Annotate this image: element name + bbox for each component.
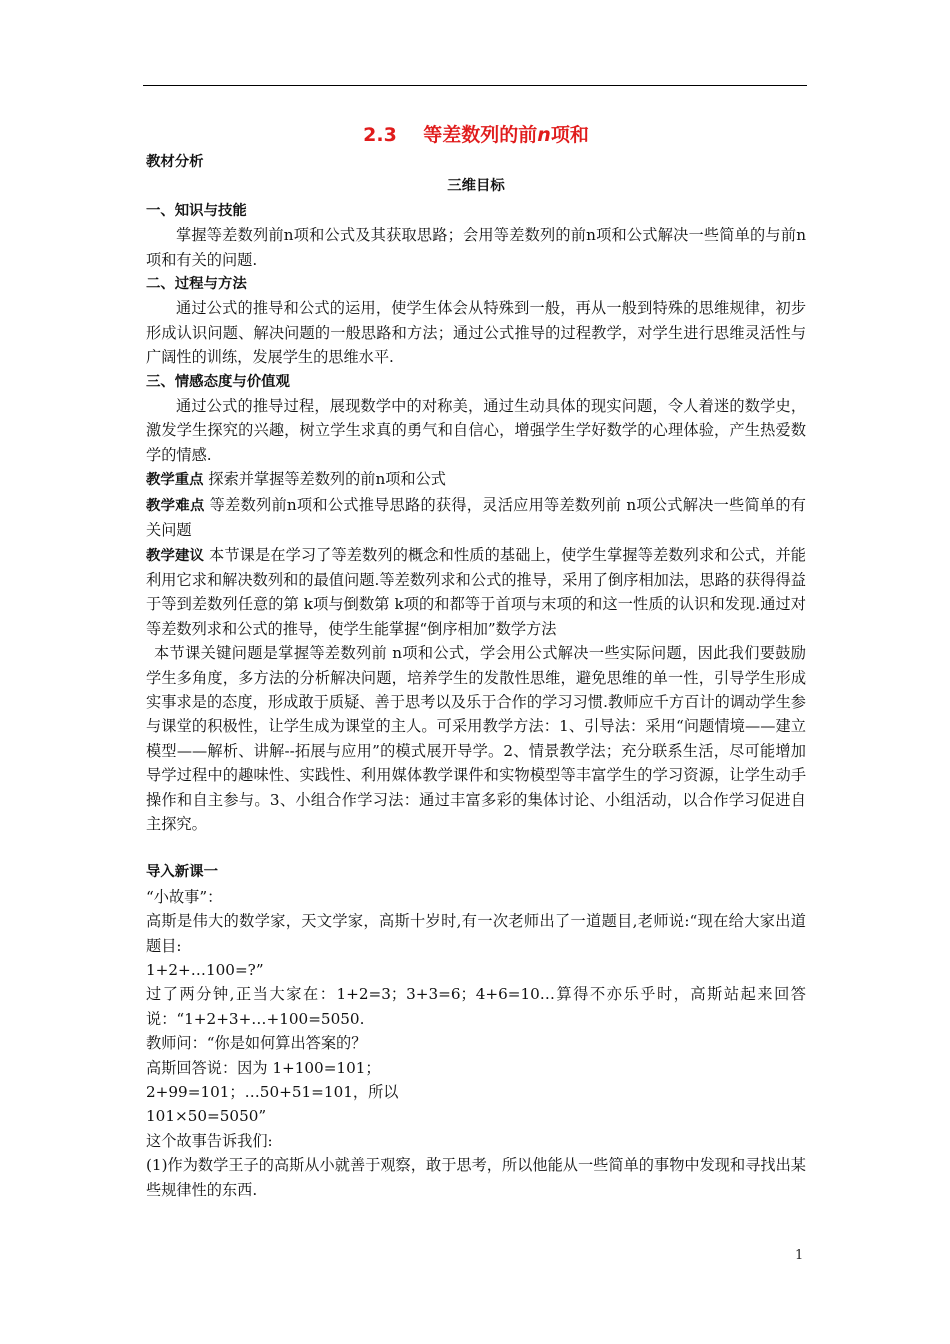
title-number: 2.3 — [363, 124, 397, 146]
three-goals-heading: 三维目标 — [447, 178, 505, 195]
key-point-text: 探索并掌握等差数列的前n项和公式 — [203, 470, 446, 489]
goal2-heading: 二、过程与方法 — [146, 276, 247, 293]
intro-line: 高斯是伟大的数学家，天文学家，高斯十岁时,有一次老师出了一道题目,老师说:“现在给大家出道题目: — [146, 912, 806, 955]
difficulty-label: 教学难点 — [146, 497, 205, 514]
key-point-paragraph — [146, 467, 806, 492]
page-number: 1 — [795, 1248, 804, 1263]
section-material-heading: 教材分析 — [146, 154, 204, 170]
key-point-label: 教学重点 — [146, 472, 204, 489]
intro-line: 高斯回答说：因为 1+100=101； — [146, 1058, 381, 1077]
difficulty-paragraph — [146, 493, 806, 543]
goal3-heading: 三、情感态度与价值观 — [146, 373, 290, 390]
difficulty-text: 等差数列前n项和公式推导思路的获得，灵活应用等差数列前 n项公式解决一些简单的有关问题 — [146, 495, 806, 540]
suggestion-label: 教学建议 — [146, 547, 205, 564]
intro-line: 1+2+…100=?” — [146, 961, 264, 979]
document-content — [146, 120, 806, 1202]
intro-line: (1)作为数学王子的高斯从小就善于观察，敢于思考，所以他能从一些简单的事物中发现和寻找出某些规律性的东西. — [146, 1156, 806, 1199]
title-text-before: 等差数列的前 — [423, 124, 538, 146]
intro-line: 2+99=101；…50+51=101，所以 — [146, 1083, 399, 1102]
header-rule — [143, 85, 807, 86]
page-title — [146, 120, 806, 150]
goal1-heading: 一、知识与技能 — [146, 202, 247, 219]
title-variable: n — [537, 124, 551, 146]
intro-heading: 导入新课一 — [146, 864, 218, 881]
intro-line: 过了两分钟,正当大家在：1+2=3；3+3=6；4+6=10…算得不亦乐乎时，高斯站起来回答说：“1+2+3+…+100=5050. — [146, 985, 806, 1028]
spacer — [146, 836, 806, 860]
suggestion-paragraph-2: 本节课关键问题是掌握等差数列前 n项和公式，学会用公式解决一些实际问题，因此我们要鼓励学生多角度，多方法的分析解决问题，培养学生的发散性思维，避免思维的单一性，引导学生形成实事求是的态度，形成敢于质疑、善于思考以及乐于合作的学习习惯.教师应千方百计的调动学生参与课堂的积极性，让学生成为课堂的主人。可采用教学方法：1、引导法：采用“问题情境——建立模型——解析、讲解--拓展与应用”的模式展开导学。2、情景教学法；充分联系生活，尽可能增加导学过程中的趣味性、实践性、利用媒体教学课件和实物模型等丰富学生的学习资源，让学生动手操作和自主参与。3、小组合作学习法：通过丰富多彩的集体讨论、小组活动，以合作学习促进自主探究。 — [146, 644, 806, 833]
goal2-text: 通过公式的推导和公式的运用，使学生体会从特殊到一般，再从一般到特殊的思维规律，初步形成认识问题、解决问题的一般思路和方法；通过公式推导的过程教学，对学生进行思维灵活性与广阔性的训练，发展学生的思维水平. — [146, 299, 806, 367]
title-text-after: 项和 — [550, 124, 589, 146]
intro-line: 101×50=5050” — [146, 1107, 267, 1126]
goal1-text: 掌握等差数列前n项和公式及其获取思路；会用等差数列的前n项和公式解决一些简单的与前n项和有关的问题. — [146, 226, 806, 269]
intro-line: “小故事”： — [146, 887, 223, 906]
intro-line: 教师问：“你是如何算出答案的？ — [146, 1034, 367, 1053]
suggestion-paragraph — [146, 543, 806, 642]
suggestion-text: 本节课是在学习了等差数列的概念和性质的基础上，使学生掌握等差数列求和公式，并能利用它求和解决数列和的最值问题.等差数列求和公式的推导，采用了倒序相加法，思路的获得得益于等到差数列任意的第 k项与倒数第 k项的和都等于首项与末项的和这一性质的认识和发现.通过对等差数列求和公式的推导，使学生能掌握“倒序相加”数学方法 — [146, 545, 806, 638]
goal3-text: 通过公式的推导过程，展现数学中的对称美，通过生动具体的现实问题，令人着迷的数学史，激发学生探究的兴趣，树立学生求真的勇气和自信心，增强学生学好数学的心理体验，产生热爱数学的情感. — [146, 397, 806, 464]
intro-line: 这个故事告诉我们: — [146, 1131, 273, 1150]
